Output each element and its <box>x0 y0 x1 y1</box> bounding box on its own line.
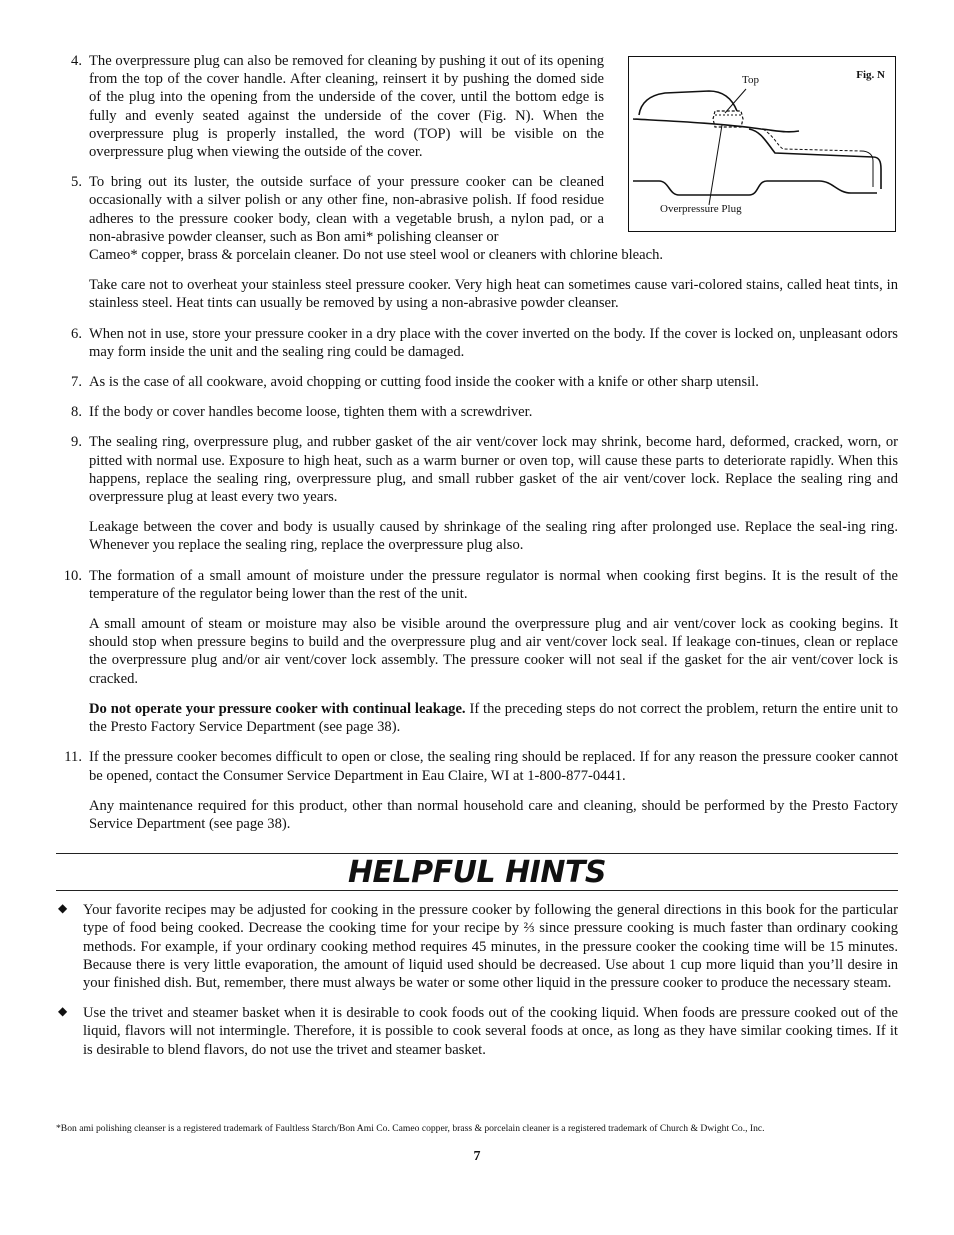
item-number: 5. <box>71 174 82 191</box>
list-item <box>56 403 898 421</box>
label-overpressure-plug: Overpressure Plug <box>660 203 742 215</box>
item-number: 6. <box>71 325 82 342</box>
diamond-bullet-icon: ◆ <box>58 1004 68 1019</box>
item-text-continued: Cameo* copper, brass & porcelain cleaner. Do not use steel wool or cleaners with chlorine bleach. <box>89 247 664 264</box>
item-text: If the body or cover handles become loose, tighten them with a screwdriver. <box>89 404 533 421</box>
subparagraph-text: Leakage between the cover and body is usually caused by shrinkage of the sealing ring after prolonged use. Replace the seal-ing ring. Whenever you replace the sealing ring, replace the overpressure plug also. <box>89 519 898 554</box>
item-subparagraph <box>56 276 898 312</box>
subparagraph-text: Take care not to overheat your stainless steel pressure cooker. Very high heat can sometimes cause vari-colored stains, called heat tints, in stainless steel. Heat tints can usually be removed by using a non-abrasive powder cleanser. <box>89 277 898 312</box>
item-text: To bring out its luster, the outside surface of your pressure cooker can be cleaned occasionally with a silver polish or any other fine, non-abrasive polish. If food residue adheres to the pressure cooker body, clean with a vegetable brush, a nylon pad, or a non-abrasive powder cleanser, such as Bon ami* polishing cleanser or <box>89 174 604 245</box>
item-number: 7. <box>71 374 82 391</box>
hint-item <box>56 1004 898 1059</box>
item-number: 11. <box>64 749 82 766</box>
list-item <box>56 567 898 603</box>
subparagraph-text: A small amount of steam or moisture may also be visible around the overpressure plug and air vent/cover lock as cooking begins. It should stop when pressure begins to build and the overpressure plug and air vent/cover lock seal. If leakage con-tinues, clean or replace the overpressure plug and/or air vent/cover lock assembly. The pressure cooker will not seal if the gasket for the air vent/cover lock is cracked. <box>89 616 898 687</box>
item-number: 9. <box>71 434 82 451</box>
diamond-bullet-icon: ◆ <box>58 901 68 916</box>
item-subparagraph <box>56 518 898 554</box>
hint-item <box>56 901 898 992</box>
figure-title: Fig. N <box>856 69 885 81</box>
item-text: The formation of a small amount of moisture under the pressure regulator is normal when cooking first begins. It is the result of the temperature of the regulator being lower than the rest of the unit. <box>89 567 898 602</box>
item-number: 8. <box>71 404 82 421</box>
list-item <box>56 173 898 264</box>
item-subparagraph <box>56 700 898 736</box>
warning-followup: If the preceding steps do not correct the problem, return the entire unit to the Presto Factory Service Department (see page 38). <box>89 700 899 736</box>
item-subparagraph <box>56 615 898 688</box>
item-text: As is the case of all cookware, avoid chopping or cutting food inside the cooker with a knife or other sharp utensil. <box>89 374 759 391</box>
list-item <box>56 325 898 361</box>
list-item <box>56 52 898 161</box>
item-text: The overpressure plug can also be removed for cleaning by pushing it out of its opening from the top of the cover handle. After cleaning, reinsert it by pushing the domed side of the plug into the opening from the underside of the cover, until the bottom edge is fully and evenly seated against the underside of the cover (Fig. N). When the overpressure plug is properly installed, the word (TOP) will be visible on the overpressure plug when viewing the outside of the cover. <box>89 53 604 161</box>
item-text: The sealing ring, overpressure plug, and rubber gasket of the air vent/cover lock may shrink, become hard, deformed, cracked, worn, or pitted with normal use. Exposure to high heat, such as a warm burner or oven top, will cause these parts to deteriorate rapidly. When this happens, replace the sealing ring, overpressure plug, and small rubber gasket of the air vent/cover lock. Replace the sealing ring and overpressure plug at least every two years. <box>89 434 898 506</box>
list-item <box>56 433 898 506</box>
label-top: Top <box>742 74 759 86</box>
item-subparagraph <box>56 797 898 833</box>
hint-text: Your favorite recipes may be adjusted for cooking in the pressure cooker by following the general directions in this book for the particular type of food being cooked. Decrease the cooking time for your recipe by ⅔ since pressure cooking is much faster than ordinary cooking methods. For example, if your ordinary cooking method requires 45 minutes, in the pressure cooker the cooking time will be 15 minutes. Because there is very little evaporation, the amount of liquid used should be decreased. Use about 1 cup more liquid than you’ll desire in your finished dish. But, remember, there must always be water or some other liquid in the pressure cooker to produce the necessary steam. <box>83 902 898 991</box>
subparagraph-text: Any maintenance required for this product, other than normal household care and cleaning, should be performed by the Presto Factory Service Department (see page 38). <box>89 797 898 832</box>
page-number: 7 <box>473 1149 481 1164</box>
list-item <box>56 373 898 391</box>
item-text: If the pressure cooker becomes difficult to open or close, the sealing ring should be replaced. If for any reason the pressure cooker cannot be opened, contact the Consumer Service Department in Eau Claire, WI at 1-800-877-0441. <box>89 749 898 784</box>
item-number: 4. <box>71 53 82 69</box>
page-content <box>56 52 898 1071</box>
item-number: 10. <box>63 567 82 584</box>
item-text: When not in use, store your pressure cooker in a dry place with the cover inverted on the body. If the cover is locked on, unpleasant odors may form inside the unit and the sealing ring could be damaged. <box>89 325 898 360</box>
footnote: *Bon ami polishing cleanser is a registered trademark of Faultless Starch/Bon Ami Co. Cameo copper, brass & porcelain cleaner is a registered trademark of Church & Dwight Co., Inc. <box>56 1123 765 1134</box>
hint-text: Use the trivet and steamer basket when it is desirable to cook foods out of the cooking liquid. When foods are pressure cooked out of the liquid, flavors will not intermingle. Therefore, it is possible to cook several foods at once, as long as they have similar cooking times. If it is desirable to blend flavors, do not use the trivet and steamer basket. <box>83 1005 898 1058</box>
section-heading: HELPFUL HINTS <box>347 855 607 891</box>
list-item <box>56 748 898 784</box>
warning-text: Do not operate your pressure cooker with continual leakage. <box>89 700 466 717</box>
